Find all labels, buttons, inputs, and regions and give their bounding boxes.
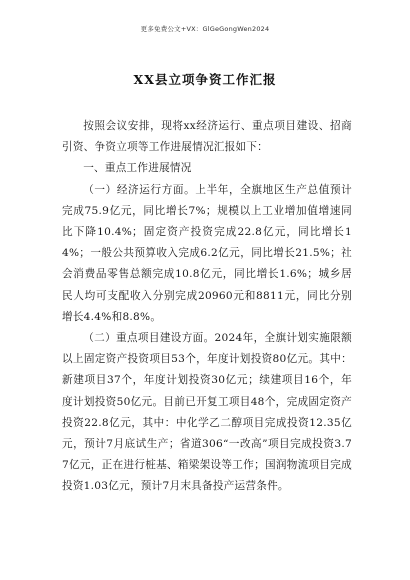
economy-paragraph: （一）经济运行方面。上半年，全旗地区生产总值预计完成75.9亿元，同比增长7%；规模以上工业增加值增速同比下降10.4%；固定资产投资完成22.8亿元，同比增长14%；一般公共预算收入完成6.2亿元，同比增长21.5%；社会消费品零售总额完成10.8亿元，同比增长1.6%；城乡居民人均可支配收入分别完成20960元和8811元，同比分别增长4.4%和8.8%。 [62,183,352,323]
section-heading: 一、重点工作进展情况 [83,162,192,175]
document-title: XX县立项争资工作汇报 [133,72,277,87]
document-body [62,116,352,498]
intro-paragraph: 按照会议安排，现将xx经济运行、重点项目建设、招商引资、争资立项等工作进展情况汇报如下： [62,120,352,154]
projects-paragraph: （二）重点项目建设方面。2024年，全旗计划实施限额以上固定资产投资项目53个，年度计划投资80亿元。其中：新建项目37个，年度计划投资30亿元；续建项目16个，年度计划投资50亿元。目前已开复工项目48个，完成固定资产投资22.8亿元，其中：中化学乙二醇项目完成投资12.35亿元，预计7月底试生产；省道306“一改高”项目完成投资3.77亿元，正在进行桩基、箱梁架设等工作；国润物流项目完成投资1.03亿元，预计7月末具备投产运营条件。 [62,332,352,493]
header-note: 更多免费公文+VX：GlGeGongWen2024 [140,25,270,33]
